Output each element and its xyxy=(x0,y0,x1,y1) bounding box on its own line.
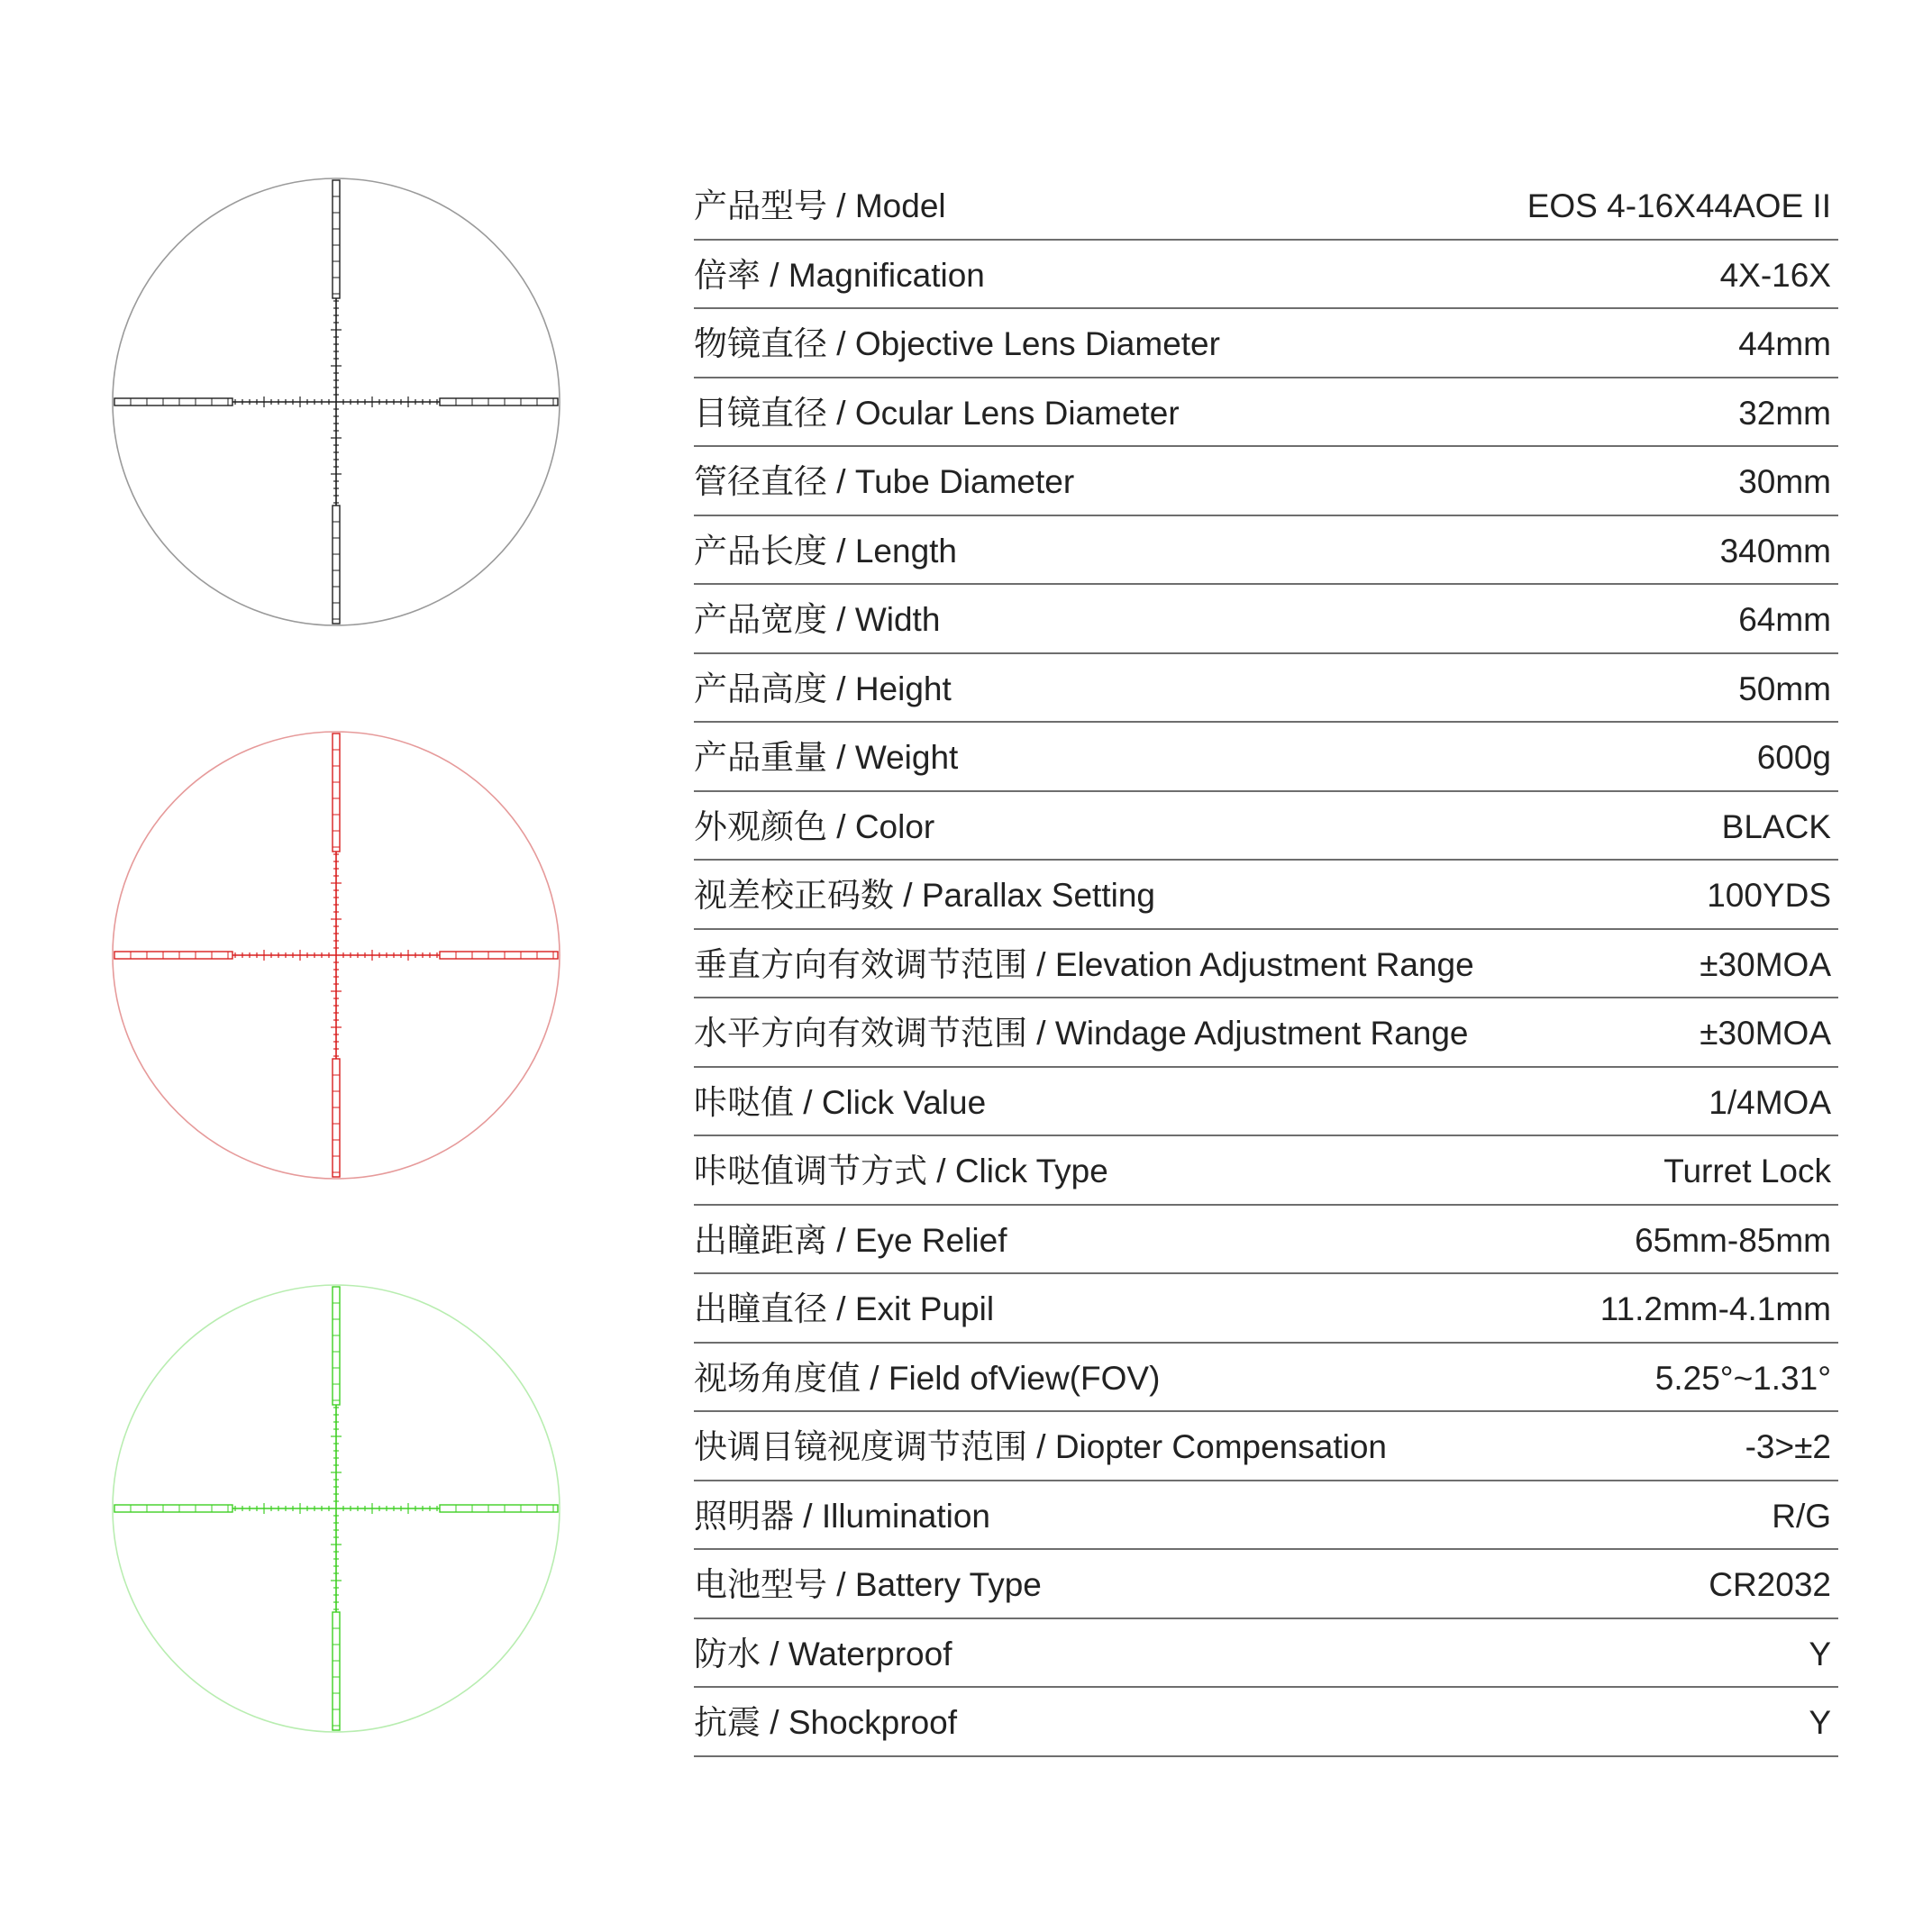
spec-row xyxy=(694,723,1838,792)
spec-row xyxy=(694,516,1838,586)
reticle-post xyxy=(114,1505,232,1512)
spec-label: 咔哒值调节方式 / Click Type xyxy=(694,1153,1108,1189)
spec-label: 视差校正码数 / Parallax Setting xyxy=(694,877,1155,914)
spec-label: 产品重量 / Weight xyxy=(694,739,959,776)
reticle-post xyxy=(333,734,340,852)
spec-row xyxy=(694,654,1838,724)
reticle-post xyxy=(333,506,340,624)
spec-label: 视场角度值 / Field ofView(FOV) xyxy=(694,1359,1161,1397)
spec-value: 4X-16X xyxy=(1719,256,1831,294)
spec-value: 100YDS xyxy=(1707,877,1831,914)
spec-value: CR2032 xyxy=(1709,1566,1831,1603)
reticle-post xyxy=(333,1287,340,1405)
spec-value: 600g xyxy=(1756,739,1831,776)
spec-value: 32mm xyxy=(1738,394,1831,432)
spec-value: 50mm xyxy=(1738,670,1831,707)
reticle-post xyxy=(440,952,558,959)
reticle-post xyxy=(333,1059,340,1177)
spec-label: 出瞳距离 / Eye Relief xyxy=(694,1221,1007,1259)
reticle-ring xyxy=(113,178,560,625)
spec-label: 产品型号 / Model xyxy=(694,187,946,224)
reticle xyxy=(113,178,560,625)
spec-row xyxy=(694,378,1838,448)
reticle xyxy=(113,732,560,1179)
spec-row xyxy=(694,447,1838,516)
spec-label: 管径直径 / Tube Diameter xyxy=(694,463,1075,500)
spec-label: 防水 / Waterproof xyxy=(694,1635,952,1672)
spec-value: 11.2mm-4.1mm xyxy=(1599,1290,1831,1327)
spec-label: 产品长度 / Length xyxy=(694,532,958,570)
spec-label: 照明器 / Illumination xyxy=(694,1497,990,1535)
spec-value: -3>±2 xyxy=(1745,1428,1831,1465)
reticle-post xyxy=(114,952,232,959)
spec-label: 快调目镜视度调节范围 / Diopter Compensation xyxy=(694,1428,1387,1465)
reticle-post xyxy=(333,180,340,298)
spec-row xyxy=(694,1688,1838,1757)
spec-row xyxy=(694,792,1838,861)
spec-value: 5.25°~1.31° xyxy=(1654,1359,1831,1397)
spec-row xyxy=(694,1274,1838,1344)
spec-row xyxy=(694,1550,1838,1619)
reticle-ring xyxy=(113,732,560,1179)
spec-value: ±30MOA xyxy=(1700,1015,1831,1052)
reticle-post xyxy=(440,1505,558,1512)
spec-value: 65mm-85mm xyxy=(1635,1221,1831,1259)
spec-label: 水平方向有效调节范围 / Windage Adjustment Range xyxy=(694,1015,1469,1052)
reticle-post xyxy=(440,398,558,406)
spec-row xyxy=(694,998,1838,1068)
spec-label: 抗震 / Shockproof xyxy=(694,1704,958,1741)
spec-value: Y xyxy=(1809,1704,1831,1741)
spec-label: 物镜直径 / Objective Lens Diameter xyxy=(694,325,1220,362)
spec-row xyxy=(694,1136,1838,1206)
spec-label: 外观颜色 / Color xyxy=(694,807,935,845)
spec-row xyxy=(694,241,1838,310)
spec-row xyxy=(694,309,1838,378)
spec-value: EOS 4-16X44AOE II xyxy=(1526,187,1831,224)
spec-row xyxy=(694,930,1838,999)
spec-label: 产品宽度 / Width xyxy=(694,601,941,638)
spec-label: 出瞳直径 / Exit Pupil xyxy=(694,1290,995,1327)
spec-value: 30mm xyxy=(1738,463,1831,500)
spec-row xyxy=(694,1412,1838,1481)
spec-value: BLACK xyxy=(1721,807,1831,845)
spec-value: R/G xyxy=(1772,1497,1831,1535)
spec-value: 64mm xyxy=(1738,601,1831,638)
spec-row xyxy=(694,1481,1838,1551)
spec-label: 产品高度 / Height xyxy=(694,670,952,707)
spec-value: Turret Lock xyxy=(1663,1153,1831,1189)
spec-label: 倍率 / Magnification xyxy=(694,256,985,294)
spec-row xyxy=(694,171,1838,241)
spec-value: 340mm xyxy=(1719,532,1831,570)
spec-row xyxy=(694,1206,1838,1275)
spec-value: 1/4MOA xyxy=(1709,1083,1831,1121)
spec-value: Y xyxy=(1809,1635,1831,1672)
spec-label: 目镜直径 / Ocular Lens Diameter xyxy=(694,394,1180,432)
spec-row xyxy=(694,1619,1838,1689)
spec-label: 垂直方向有效调节范围 / Elevation Adjustment Range xyxy=(694,945,1474,983)
reticle-ring xyxy=(113,1285,560,1732)
spec-row xyxy=(694,1068,1838,1137)
spec-row xyxy=(694,585,1838,654)
spec-label: 电池型号 / Battery Type xyxy=(694,1566,1042,1603)
reticle xyxy=(113,1285,560,1732)
spec-value: 44mm xyxy=(1738,325,1831,362)
reticle-post xyxy=(114,398,232,406)
spec-row xyxy=(694,1344,1838,1413)
reticle-post xyxy=(333,1612,340,1730)
spec-value: ±30MOA xyxy=(1700,945,1831,983)
spec-label: 咔哒值 / Click Value xyxy=(694,1083,987,1121)
spec-table xyxy=(694,171,1838,1757)
spec-row xyxy=(694,861,1838,930)
